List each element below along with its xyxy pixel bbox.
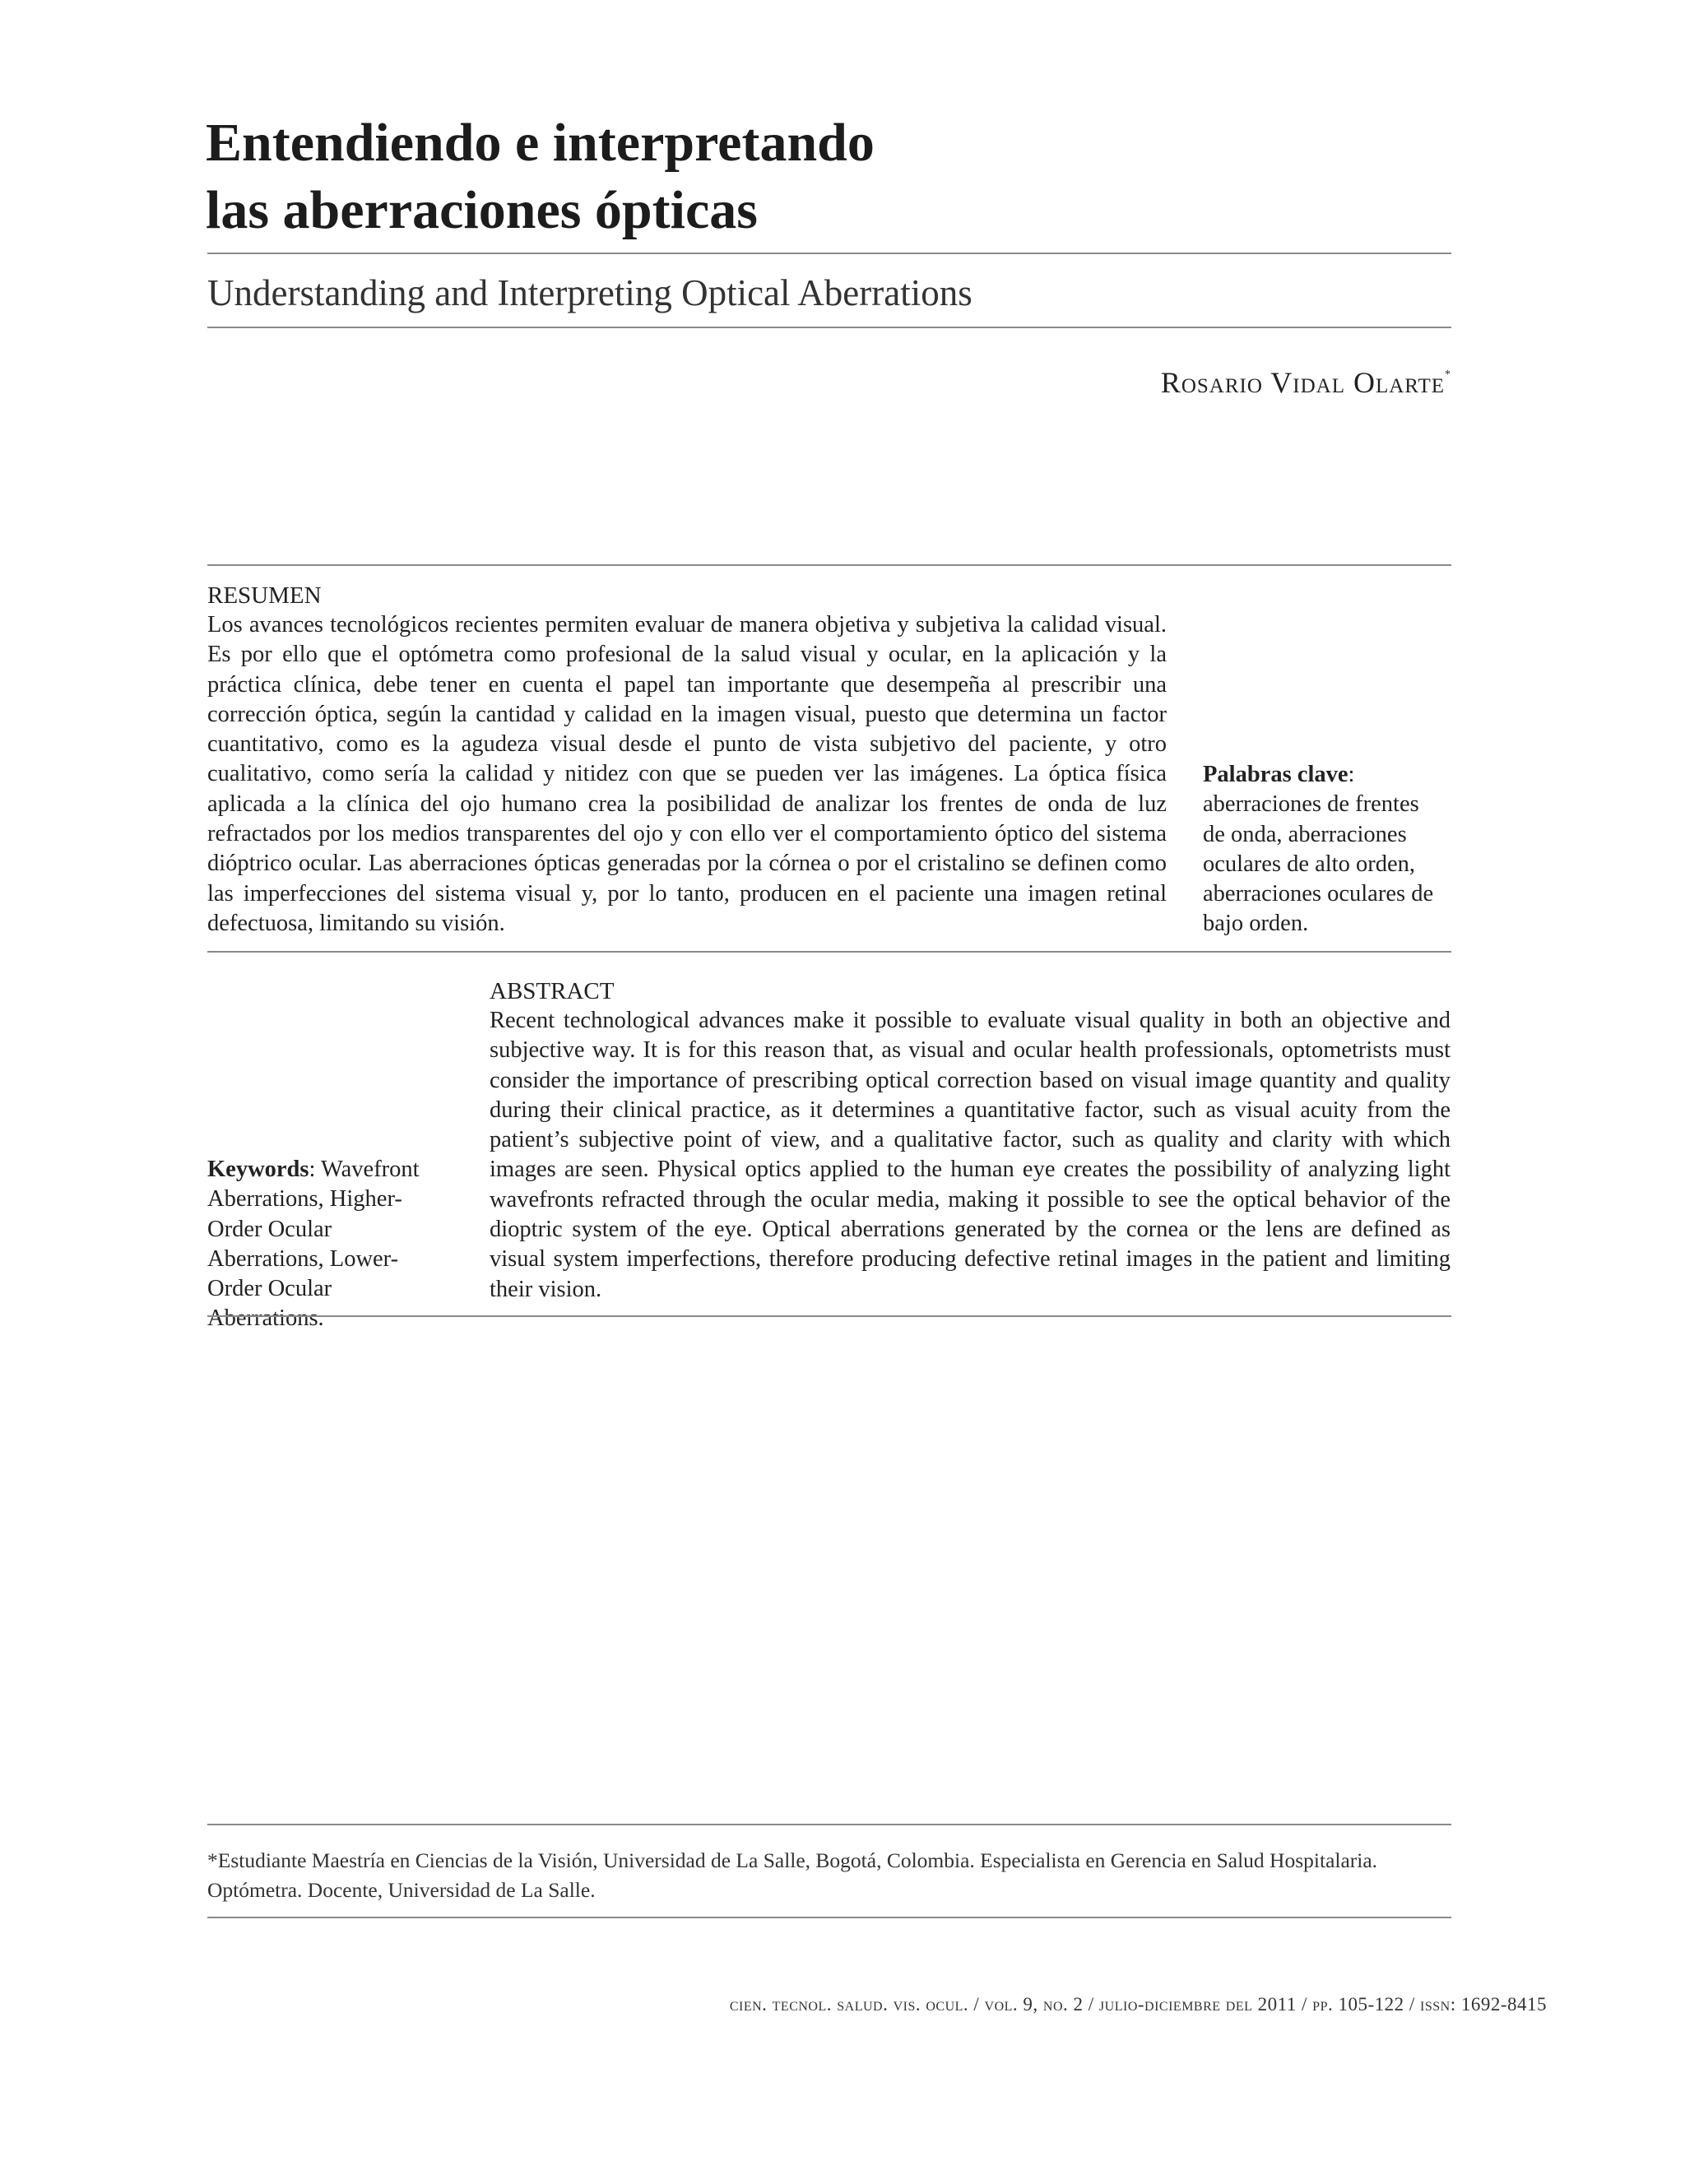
author-footnote-mark: *	[1445, 369, 1451, 381]
author-name: Rosario Vidal Olarte	[1160, 366, 1445, 399]
abstract-heading: ABSTRACT	[490, 978, 615, 1004]
resumen-text: Los avances tecnológicos recientes permiten evaluar de manera objetiva y subjetiva la calidad visual. Es por ello que el optómetra como profesional de la salud visual y ocular, en la aplicación y la práctica clínica, debe tener en cuenta el papel tan importante que desempeña al prescribir una corrección óptica, según la cantidad y calidad en la imagen visual, puesto que determina un factor cuantitativo, como es la agudeza visual desde el punto de vista subjetivo del paciente, y otro cualitativo, como sería la calidad y nitidez con que se pueden ver las imágenes. La óptica física aplicada a la clínica del ojo humano crea la posibilidad de analizar los frentes de onda de luz refractados por los medios transparentes del ojo y con ello ver el comportamiento óptico del sistema dióptrico ocular. Las aberraciones ópticas generadas por la córnea o por el cristalino se definen como las imperfecciones del sistema visual y, por lo tanto, producen en el paciente una imagen retinal defectuosa, limitando su visión.	[207, 612, 1167, 936]
resumen-top-divider	[207, 564, 1451, 566]
title-divider	[207, 253, 1451, 254]
article-subtitle: Understanding and Interpreting Optical Aberrations	[207, 272, 972, 313]
abstract-top-divider	[207, 951, 1451, 953]
footnote-bottom-divider	[207, 1917, 1451, 1918]
abstract-keywords-list: : Wavefront Aberrations, Higher-Order Ocular Aberrations, Lower-Order Ocular Aberrations.	[207, 1157, 420, 1332]
abstract-bottom-divider	[207, 1315, 1451, 1317]
article-title	[206, 109, 1440, 244]
author-footnote: *Estudiante Maestría en Ciencias de la Visión, Universidad de La Salle, Bogotá, Colombia. Especialista en Gerencia en Salud Hospitalaria. Optómetra. Docente, Universidad de La Salle.	[207, 1848, 1378, 1902]
resumen-keywords	[1203, 760, 1435, 939]
resumen-heading: RESUMEN	[207, 582, 322, 609]
author-byline	[1161, 365, 1451, 400]
journal-citation-line: cien. tecnol. salud. vis. ocul. / vol. 9, no. 2 / julio-diciembre del 2011 / pp. 105-122 / issn: 1692-8415	[729, 1994, 1547, 2015]
abstract-keywords-label: Keywords	[207, 1157, 309, 1182]
resumen-keywords-label: Palabras clave	[1203, 762, 1348, 787]
resumen-keywords-list: : aberraciones de frentes de onda, aberraciones oculares de alto orden, aberraciones oculares de bajo orden.	[1203, 762, 1434, 937]
abstract-keywords	[207, 1155, 453, 1334]
article-title-line-2: las aberraciones ópticas	[206, 180, 758, 240]
abstract-text: Recent technological advances make it possible to evaluate visual quality in both an objective and subjective way. It is for this reason that, as visual and ocular health professionals, optometrists must consider the importance of prescribing optical correction based on visual image quantity and quality during their clinical practice, as it determines a quantitative factor, such as visual acuity from the patient’s subjective point of view, and a qualitative factor, such as quality and clarity with which images are seen. Physical optics applied to the human eye creates the possibility of analyzing light wavefronts refracted through the ocular media, making it possible to see the optical behavior of the dioptric system of the eye. Optical aberrations generated by the cornea or the lens are defined as visual system imperfections, therefore producing defective retinal images in the patient and limiting their vision.	[490, 1008, 1451, 1302]
footnote-top-divider	[207, 1824, 1451, 1825]
article-title-line-1: Entendiendo e interpretando	[206, 113, 875, 173]
subtitle-divider	[207, 327, 1451, 328]
